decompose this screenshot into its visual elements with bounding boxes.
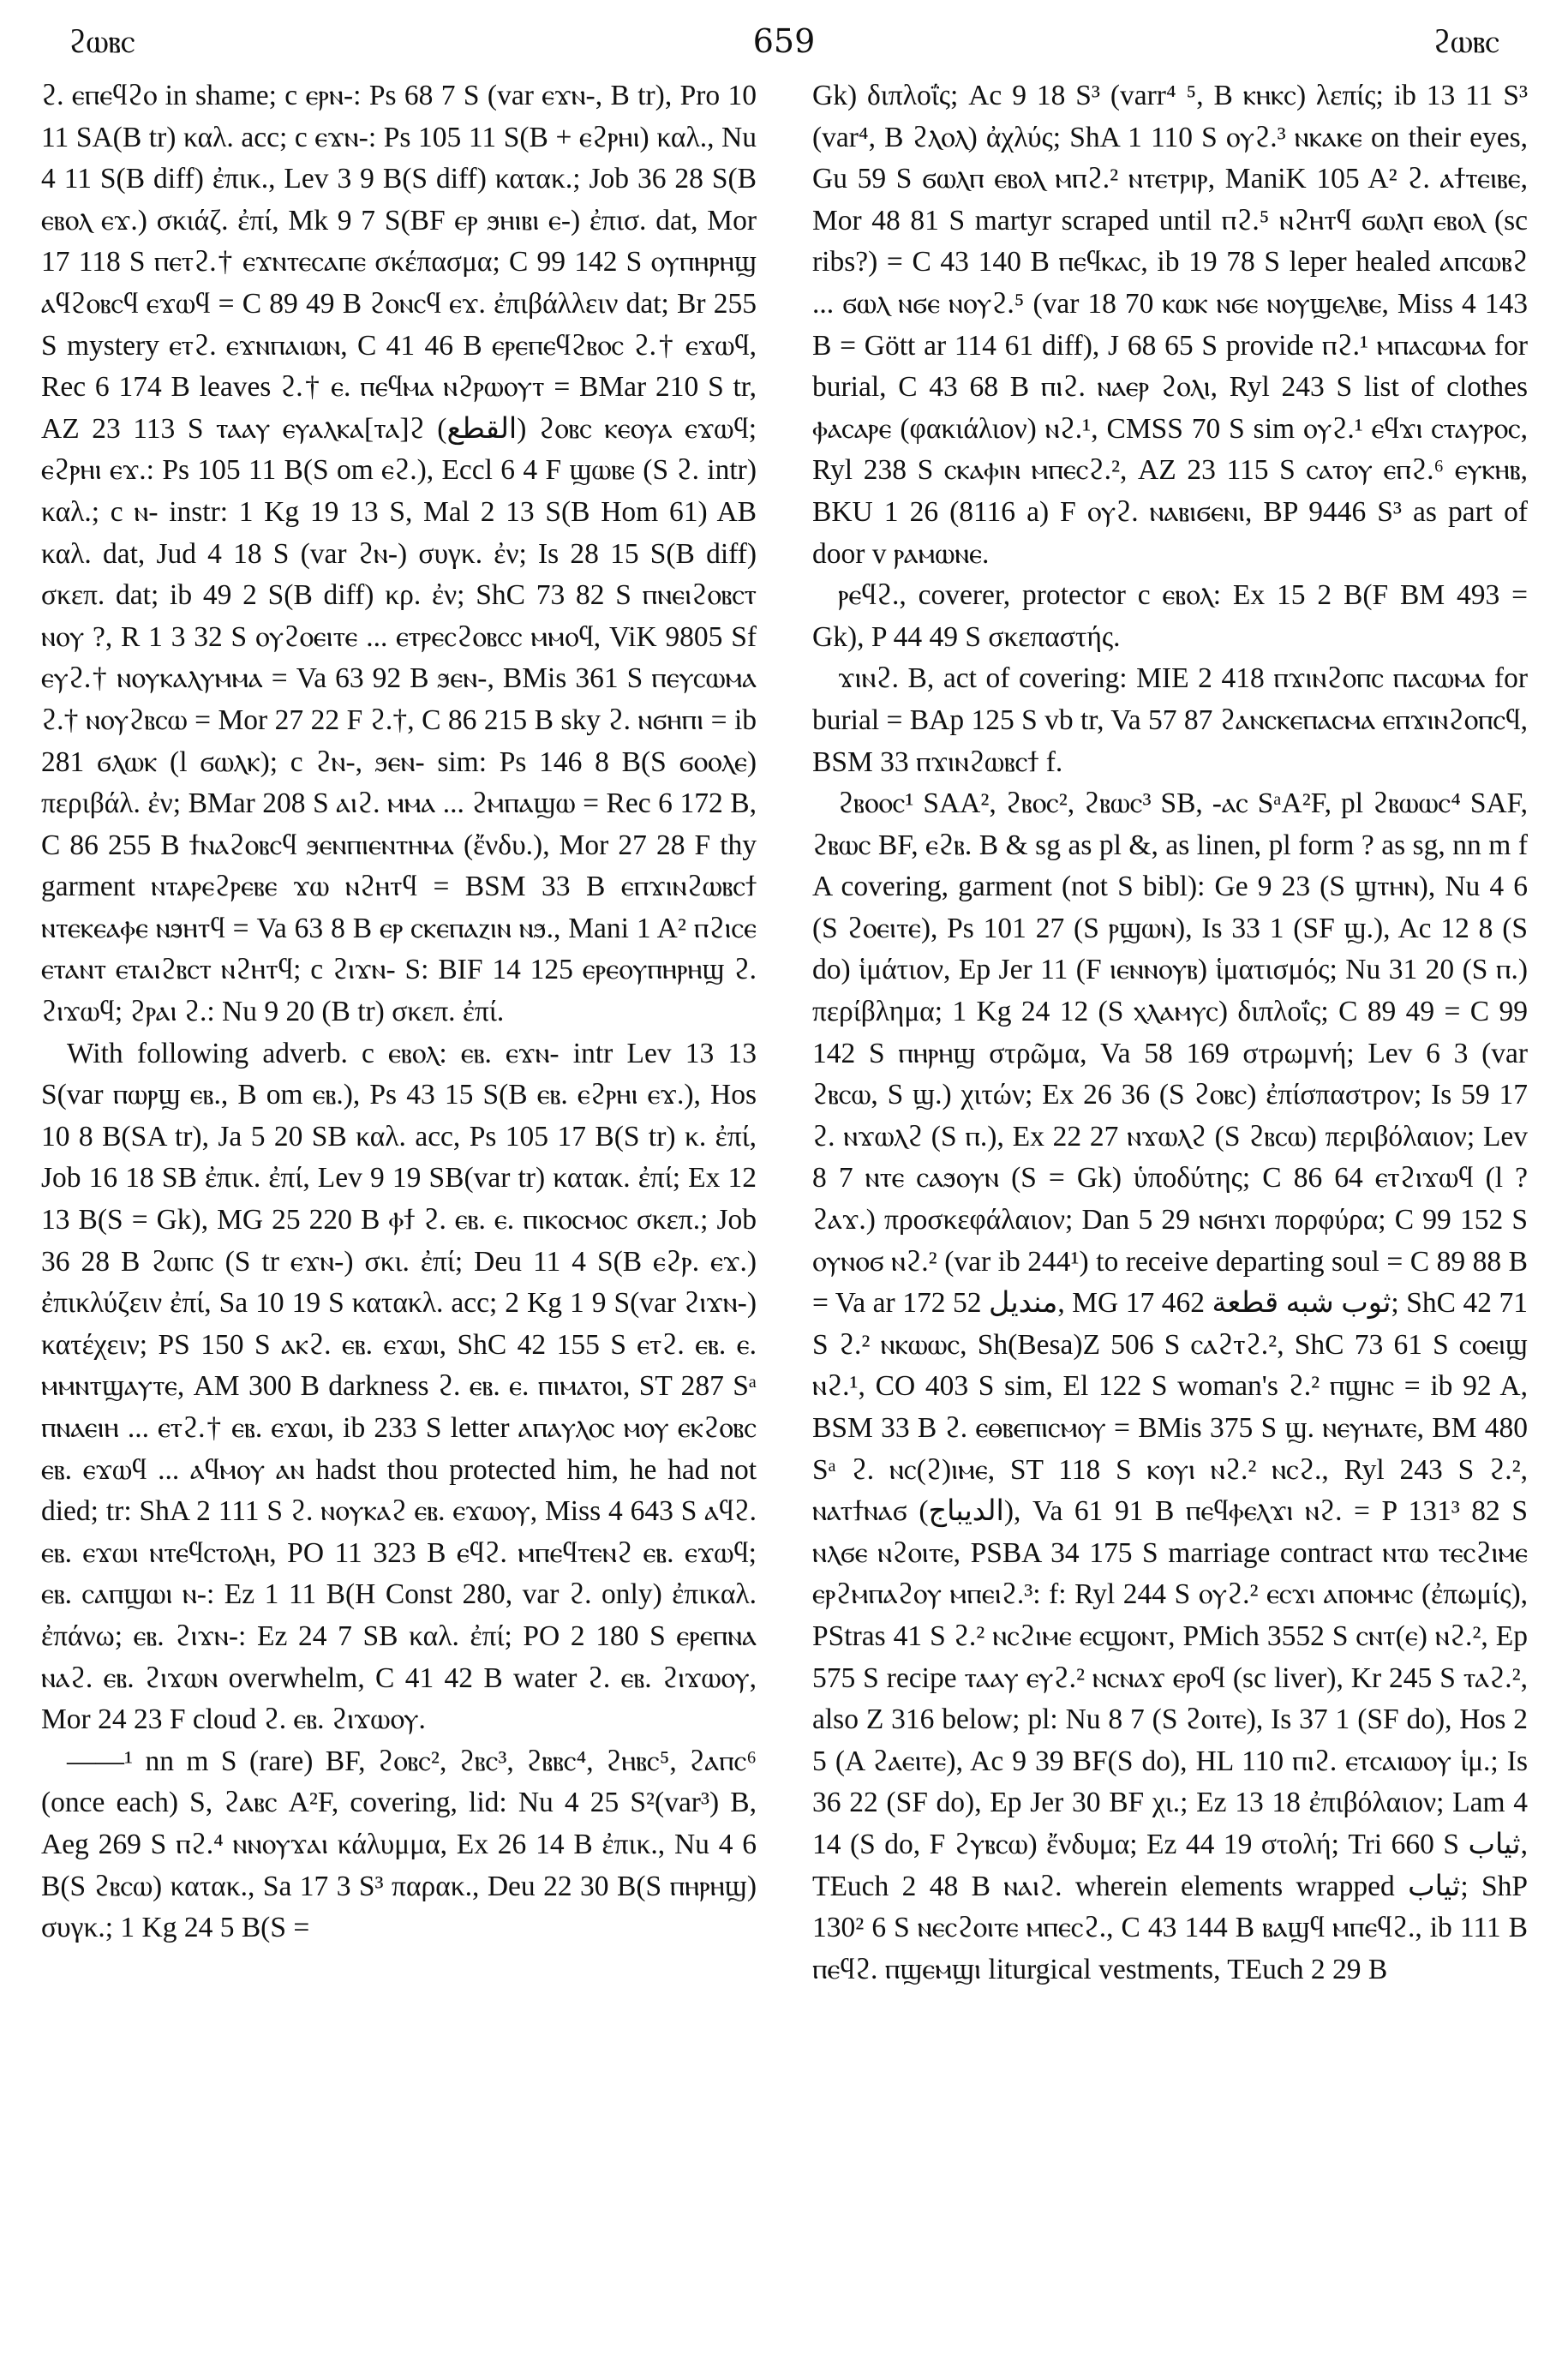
entry-paragraph: ϫⲓⲛϩ. B, act of covering: MIE 2 418 ⲡϫⲓⲛϩⲟⲡⲥ ⲡⲁⲥⲱⲙⲁ for burial = BAp 125 S vb tr, Va 57 87 ϩⲁⲛⲥⲕⲉⲡⲁⲥⲙⲁ ⲉⲡϫⲓⲛϩⲟⲡⲥϥ, BSM 33 ⲡϫⲓⲛϩⲱⲃⲥϯ f.	[812, 662, 1528, 778]
entry-paragraph: With following adverb. c ⲉⲃⲟⲗ: ⲉⲃ. ⲉϫⲛ- intr Lev 13 13 S(var ⲡⲱⲣϣ ⲉⲃ., B om ⲉⲃ.), Ps 43 15 S(B ⲉⲃ. ⲉϩⲣⲏⲓ ⲉϫ.), Hos 10 8 B(SA tr), Ja 5 20 SB καλ. acc, Ps 105 17 B(S tr) κ. ἐπί, Job 16 18 SB ἐπικ. ἐπί, Lev 9 19 SB(var tr) κατακ. ἐπί; Ex 12 13 B(S = Gk), MG 25 220 B ⲫϯ ϩ. ⲉⲃ. ⲉ. ⲡⲓⲕⲟⲥⲙⲟⲥ σκεπ.; Job 36 28 B ϩⲱⲡⲥ (S tr ⲉϫⲛ-) σκι. ἐπί; Deu 11 4 S(B ⲉϩⲣ. ⲉϫ.) ἐπικλύζειν ἐπί, Sa 10 19 S κατακλ. acc; 2 Kg 1 9 S(var ϩⲓϫⲛ-) κατέχειν; PS 150 S ⲁⲕϩ. ⲉⲃ. ⲉϫⲱⲓ, ShC 42 155 S ⲉⲧϩ. ⲉⲃ. ⲉ. ⲙⲙⲛⲧϣⲁⲩⲧⲉ, AM 300 B darkness ϩ. ⲉⲃ. ⲉ. ⲡⲓⲙⲁⲧⲟⲓ, ST 287 Sᵃ ⲡⲛⲁⲉⲓⲏ ... ⲉⲧϩ.† ⲉⲃ. ⲉϫⲱⲓ, ib 233 S letter ⲁⲡⲁⲩⲗⲟⲥ ⲙⲟⲩ ⲉⲕϩⲟⲃⲥ ⲉⲃ. ⲉϫⲱϥ ... ⲁϥⲙⲟⲩ ⲁⲛ hadst thou protected him, he had not died; tr: ShA 2 111 S ϩ. ⲛⲟⲩⲕⲁϩ ⲉⲃ. ⲉϫⲱⲟⲩ, Miss 4 643 S ⲁϥϩ. ⲉⲃ. ⲉϫⲱⲓ ⲛⲧⲉϥⲥⲧⲟⲗⲏ, PO 11 323 B ⲉϥϩ. ⲙⲡⲉϥⲧⲉⲛϩ ⲉⲃ. ⲉϫⲱϥ; ⲉⲃ. ⲥⲁⲡϣⲱⲓ ⲛ-: Ez 1 11 B(H Const 280, var ϩ. only) ἐπικαλ. ἐπάνω; ⲉⲃ. ϩⲓϫⲛ-: Ez 24 7 SB καλ. ἐπί; PO 2 180 S ⲉⲣⲉⲡⲛⲁ ⲛⲁϩ. ⲉⲃ. ϩⲓϫⲱⲛ overwhelm, C 41 42 B water ϩ. ⲉⲃ. ϩⲓϫⲱⲟⲩ, Mor 24 23 F cloud ϩ. ⲉⲃ. ϩⲓϫⲱⲟⲩ.	[41, 1037, 757, 1736]
entry-paragraph: ⲣⲉϥϩ., coverer, protector c ⲉⲃⲟⲗ: Ex 15 2 B(F BM 493 = Gk), P 44 49 S σκεπαστής.	[812, 579, 1528, 653]
right-column	[812, 75, 1528, 2346]
running-head-left: ϩⲱⲃⲥ	[69, 22, 135, 60]
entry-paragraph: ϩⲃⲟⲟⲥ¹ SAA², ϩⲃⲟⲥ², ϩⲃⲱⲥ³ SB, -ⲁⲥ SᵃA²F, pl ϩⲃⲱⲱⲥ⁴ SAF, ϩⲃⲱⲥ BF, ⲉϩⲃ. B & sg as pl &, as linen, pl form ? as sg, nn m f A covering, garment (not S bibl): Ge 9 23 (S ϣⲧⲏⲛ), Nu 4 6 (S ϩⲟⲉⲓⲧⲉ), Ps 101 27 (S ⲣϣⲱⲛ), Is 33 1 (SF ϣ.), Ac 12 8 (S do) ἱμάτιον, Ep Jer 11 (F ⲓⲉⲛⲛⲟⲩⲃ) ἱματισμός; Nu 31 20 (S ⲡ.) περίβλημα; 1 Kg 24 12 (S ⲭⲗⲁⲙⲩⲥ) διπλοΐς; C 89 49 = C 99 142 S ⲡⲏⲣⲏϣ στρῶμα, Va 58 169 στρωμνή; Lev 6 3 (var ϩⲃⲥⲱ, S ϣ.) χιτών; Ex 26 36 (S ϩⲟⲃⲥ) ἐπίσπαστρον; Is 59 17 ϩ. ⲛϫⲱⲗϩ (S ⲡ.), Ex 22 27 ⲛϫⲱⲗϩ (S ϩⲃⲥⲱ) περιβόλαιον; Lev 8 7 ⲛⲧⲉ ⲥⲁϧⲟⲩⲛ (S = Gk) ὑποδύτης; C 86 64 ⲉⲧϩⲓϫⲱϥ (l ? ϩⲁϫ.) προσκεφάλαιον; Dan 5 29 ⲛϭⲏϫⲓ πορφύρα; C 99 152 S ⲟⲩⲛⲟϭ ⲛϩ.² (var ib 244¹) to receive departing soul = C 89 88 B = Va ar 172 52 منديل, MG 17 462 ثوب شبه قطعة; ShC 42 71 S ϩ.² ⲛⲕⲱⲱⲥ, Sh(Besa)Z 506 S ⲥⲁϩⲧϩ.², ShC 73 61 S ⲥⲟⲉⲓϣ ⲛϩ.¹, CO 403 S sim, El 122 S woman's ϩ.² ⲡϣⲏⲥ = ib 92 A, BSM 33 B ϩ. ⲉⲑⲃⲉⲡⲓⲥⲙⲟⲩ = BMis 375 S ϣ. ⲛⲉⲩⲏⲁⲧⲉ, BM 480 Sᵃ ϩ. ⲛⲥ(ϩ)ⲓⲙⲉ, ST 118 S ⲕⲟⲩⲓ ⲛϩ.² ⲛⲥϩ., Ryl 243 S ϩ.², ⲛⲁⲧϯⲛⲁϭ (الديباج), Va 61 91 B ⲡⲉϥⲫⲉⲗϫⲓ ⲛϩ. = P 131³ 82 S ⲛⲗϭⲉ ⲛϩⲟⲓⲧⲉ, PSBA 34 175 S marriage contract ⲛⲧⲱ ⲧⲉⲥϩⲓⲙⲉ ⲉⲣϩⲙⲡⲁϩⲟⲩ ⲙⲡⲉⲓϩ.³: f: Ryl 244 S ⲟⲩϩ.² ⲉⲥϫⲓ ⲁⲡⲟⲙⲙⲥ (ἐπωμίς), PStras 41 S ϩ.² ⲛⲥϩⲓⲙⲉ ⲉⲥϣⲟⲛⲧ, PMich 3552 S ⲥⲛⲧ(ⲉ) ⲛϩ.², Ep 575 S recipe ⲧⲁⲁⲩ ⲉⲩϩ.² ⲛⲥⲛⲁϫ ⲉⲣⲟϥ (sc liver), Kr 245 S ⲧⲁϩ.², also Z 316 below; pl: Nu 8 7 (S ϩⲟⲓⲧⲉ), Is 37 1 (SF do), Hos 2 5 (A ϩⲁⲉⲓⲧⲉ), Ac 9 39 BF(S do), HL 110 ⲡⲓϩ. ⲉⲧⲥⲁⲓⲱⲟⲩ ἱμ.; Is 36 22 (SF do), Ep Jer 30 BF χι.; Ez 13 18 ἐπιβόλαιον; Lam 4 14 (S do, F ϩⲩⲃⲥⲱ) ἔνδυμα; Ez 44 19 στολή; Tri 660 S ثياب, TEuch 2 48 B ⲛⲁⲓϩ. wherein elements wrapped ثياب; ShP 130² 6 S ⲛⲉⲥϩⲟⲓⲧⲉ ⲙⲡⲉⲥϩ., C 43 144 B ⲃⲁϣϥ ⲙⲡⲉϥϩ., ib 111 B ⲡⲉϥϩ. ⲡϣⲉⲙϣⲓ liturgical vestments, TEuch 2 29 B	[812, 787, 1528, 1985]
entry-paragraph: ——¹ nn m S (rare) BF, ϩⲟⲃⲥ², ϩⲃⲥ³, ϩⲃⲃⲥ⁴, ϩⲏⲃⲥ⁵, ϩⲁⲡⲥ⁶ (once each) S, ϩⲁⲃⲥ A²F, covering, lid: Nu 4 25 S²(var³) B, Aeg 269 S ⲡϩ.⁴ ⲛⲛⲟⲩϫⲁⲓ κάλυμμα, Ex 26 14 B ἐπικ., Nu 4 6 B(S ϩⲃⲥⲱ) κατακ., Sa 17 3 S³ παρακ., Deu 22 30 B(S ⲡⲏⲣⲏϣ) συγκ.; 1 Kg 24 5 B(S =	[41, 1745, 757, 1944]
page-number: 659	[752, 22, 816, 60]
entry-paragraph: ϩ. ⲉⲡⲉϥϩⲟ in shame; c ⲉⲣⲛ-: Ps 68 7 S (var ⲉϫⲛ-, B tr), Pro 10 11 SA(B tr) καλ. acc; c ⲉϫⲛ-: Ps 105 11 S(B + ⲉϩⲣⲏⲓ) καλ., Nu 4 11 S(B diff) ἐπικ., Lev 3 9 B(S diff) κατακ.; Job 36 28 S(B ⲉⲃⲟⲗ ⲉϫ.) σκιάζ. ἐπί, Mk 9 7 S(BF ⲉⲣ ϧⲏⲓⲃⲓ ⲉ-) ἐπισ. dat, Mor 17 118 S ⲡⲉⲧϩ.† ⲉϫⲛⲧⲉⲥⲁⲡⲉ σκέπασμα; C 99 142 S ⲟⲩⲡⲏⲣⲏϣ ⲁϥϩⲟⲃⲥϥ ⲉϫⲱϥ = C 89 49 B ϩⲟⲛⲥϥ ⲉϫ. ἐπιβάλλειν dat; Br 255 S mystery ⲉⲧϩ. ⲉϫⲛⲡⲁⲓⲱⲛ, C 41 46 B ⲉⲣⲉⲡⲉϥϩⲃⲟⲥ ϩ.† ⲉϫⲱϥ, Rec 6 174 B leaves ϩ.† ⲉ. ⲡⲉϥⲙⲁ ⲛϩⲣⲱⲟⲩⲧ = BMar 210 S tr, AZ 23 113 S ⲧⲁⲁⲩ ⲉⲩⲁⲗⲕⲁ[ⲧⲁ]ϩ (القطع) ϩⲟⲃⲥ ⲕⲉⲟⲩⲁ ⲉϫⲱϥ; ⲉϩⲣⲏⲓ ⲉϫ.: Ps 105 11 B(S om ⲉϩ.), Eccl 6 4 F ϣⲱⲃⲉ (S ϩ. intr) καλ.; c ⲛ- instr: 1 Kg 19 13 S, Mal 2 13 S(B Hom 61) AB καλ. dat, Jud 4 18 S (var ϩⲛ-) συγκ. ἐν; Is 28 15 S(B diff) σκεπ. dat; ib 49 2 S(B diff) κρ. ἐν; ShC 73 82 S ⲡⲛⲉⲓϩⲟⲃⲥⲧ ⲛⲟⲩ ?, R 1 3 32 S ⲟⲩϩⲟⲉⲓⲧⲉ ... ⲉⲧⲣⲉⲥϩⲟⲃⲥⲥ ⲙⲙⲟϥ, ViK 9805 Sf ⲉⲩϩ.† ⲛⲟⲩⲕⲁⲗⲩⲙⲙⲁ = Va 63 92 B ϧⲉⲛ-, BMis 361 S ⲡⲉⲩⲥⲱⲙⲁ ϩ.† ⲛⲟⲩϩⲃⲥⲱ = Mor 27 22 F ϩ.†, C 86 215 B sky ϩ. ⲛϭⲏⲡⲓ = ib 281 ϭⲗⲱⲕ (l ϭⲱⲗⲕ); c ϩⲛ-, ϧⲉⲛ- sim: Ps 146 8 B(S ϭⲟⲟⲗⲉ) περιβάλ. ἐν; BMar 208 S ⲁⲓϩ. ⲙⲙⲁ ... ϩⲙⲡⲁϣⲱ = Rec 6 172 B, C 86 255 B ϯⲛⲁϩⲟⲃⲥϥ ϧⲉⲛⲡⲓⲉⲛⲧⲏⲙⲁ (ἔνδυ.), Mor 27 28 F thy garment ⲛⲧⲁⲣⲉϩⲣⲉⲃⲉ ϫⲱ ⲛϩⲏⲧϥ = BSM 33 B ⲉⲡϫⲓⲛϩⲱⲃⲥϯ ⲛⲧⲉⲕⲉⲁⲫⲉ ⲛϧⲏⲧϥ = Va 63 8 B ⲉⲣ ⲥⲕⲉⲡⲁⲍⲓⲛ ⲛϧ., Mani 1 A² ⲡϩⲓⲥⲉ ⲉⲧⲁⲛⲧ ⲉⲧⲁⲓϩⲃⲥⲧ ⲛϩⲏⲧϥ; c ϩⲓϫⲛ- S: BIF 14 125 ⲉⲣⲉⲟⲩⲡⲏⲣⲏϣ ϩ. ϩⲓϫⲱϥ; ϩⲣⲁⲓ ϩ.: Nu 9 20 (B tr) σκεπ. ἐπί.	[41, 80, 757, 1028]
running-head-right: ϩⲱⲃⲥ	[1433, 22, 1499, 60]
left-column	[41, 75, 757, 2346]
entry-paragraph: Gk) διπλοΐς; Ac 9 18 S³ (varr⁴ ⁵, B ⲕⲏⲕⲥ) λεπίς; ib 13 11 S³ (var⁴, B ϩⲗⲟⲗ) ἀχλύς; ShA 1 110 S ⲟⲩϩ.³ ⲛⲕⲁⲕⲉ on their eyes, Gu 59 S ϭⲱⲗⲡ ⲉⲃⲟⲗ ⲙⲡϩ.² ⲛⲧⲉⲧⲣⲓⲣ, ManiK 105 A² ϩ. ⲁϯⲧⲉⲓⲃⲉ, Mor 48 81 S martyr scraped until ⲡϩ.⁵ ⲛϩⲏⲧϥ ϭⲱⲗⲡ ⲉⲃⲟⲗ (sc ribs?) = C 43 140 B ⲡⲉϥⲕⲁⲥ, ib 19 78 S leper healed ⲁⲡⲥⲱⲃϩ ... ϭⲱⲗ ⲛϭⲉ ⲛⲟⲩϩ.⁵ (var 18 70 ⲕⲱⲕ ⲛϭⲉ ⲛⲟⲩϣⲉⲗⲃⲉ, Miss 4 143 B = Gött ar 114 61 diff), J 68 65 S provide ⲡϩ.¹ ⲙⲡⲁⲥⲱⲙⲁ for burial, C 43 68 B ⲡⲓϩ. ⲛⲁⲉⲣ ϩⲟⲗⲓ, Ryl 243 S list of clothes ⲫⲁⲥⲁⲣⲉ (φακιάλιον) ⲛϩ.¹, CMSS 70 S sim ⲟⲩϩ.¹ ⲉϥϫⲓ ⲥⲧⲁⲩⲣⲟⲥ, Ryl 238 S ⲥⲕⲁⲫⲓⲛ ⲙⲡⲉⲥϩ.², AZ 23 115 S ⲥⲁⲧⲟⲩ ⲉⲡϩ.⁶ ⲉⲩⲕⲏⲃ, BKU 1 26 (8116 a) F ⲟⲩϩ. ⲛⲁⲃⲓϭⲉⲛⲓ, BP 9446 S³ as part of door v ⲣⲁⲙⲱⲛⲉ.	[812, 80, 1528, 570]
